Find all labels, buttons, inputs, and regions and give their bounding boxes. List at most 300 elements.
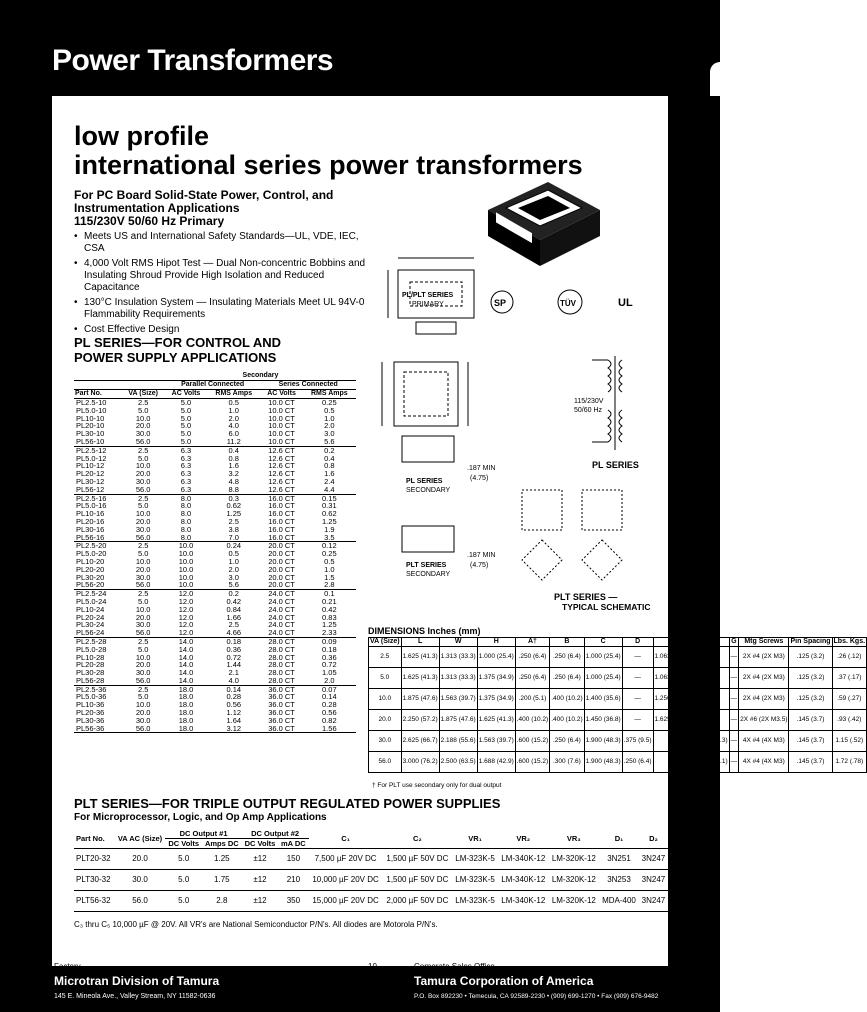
- table-row: [74, 621, 356, 629]
- table-cell: 1.563 (39.7): [439, 689, 477, 710]
- table-cell: 10,000 µF 20V DC: [309, 870, 383, 891]
- table-cell: 0.62: [322, 509, 337, 519]
- table-cell: 1.9: [324, 524, 335, 534]
- table-cell: 18.0: [178, 684, 194, 694]
- table-cell: PL5.0-24: [76, 596, 107, 606]
- table-cell: 0.18: [226, 636, 242, 646]
- table-row: [369, 752, 867, 773]
- table-cell: 2.625 (66.7): [401, 731, 439, 752]
- table-cell: 6.3: [180, 461, 192, 471]
- table-cell: 5.0: [180, 413, 192, 423]
- dimensions-table: [368, 637, 867, 773]
- table-cell: 5.0: [180, 405, 192, 415]
- table-cell: PL2.5-28: [76, 636, 107, 646]
- table-cell: .250 (6.4): [515, 647, 549, 668]
- table-cell: PL10-28: [76, 652, 105, 662]
- table-cell: —: [622, 689, 653, 710]
- plt-table-body: [74, 849, 668, 912]
- table-cell: 5.0: [137, 692, 149, 702]
- table-cell: 0.2: [228, 589, 239, 599]
- table-cell: 10.0: [135, 700, 151, 710]
- table-cell: —: [729, 752, 739, 773]
- table-cell: 11.2: [207, 438, 260, 446]
- table-cell: 1.25: [202, 849, 242, 870]
- table-cell: .400 (10.2): [550, 689, 584, 710]
- plt-col-dc2: DC Output #2: [242, 829, 309, 839]
- table-cell: 20.0: [135, 564, 151, 574]
- table-cell: LM-323K-5: [452, 870, 498, 891]
- table-cell: 1.313 (33.3): [439, 668, 477, 689]
- table-cell: 14.0: [178, 644, 194, 654]
- table-row: [74, 693, 356, 701]
- table-row: [74, 470, 356, 478]
- table-row: [369, 689, 867, 710]
- dimensions-header: B: [550, 638, 584, 647]
- table-cell: 1.75: [202, 870, 242, 891]
- table-row: [74, 849, 668, 870]
- applications-line2: Instrumentation Applications: [74, 201, 240, 215]
- table-cell: 0.1: [324, 589, 335, 599]
- table-cell: 2.8: [202, 891, 242, 912]
- table-cell: 20.0: [135, 469, 151, 479]
- table-cell: 10.0: [135, 556, 151, 566]
- table-cell: 2.5: [137, 589, 149, 599]
- dimensions-header: E: [653, 638, 691, 647]
- table-row: [369, 731, 867, 752]
- table-cell: 3N247: [639, 849, 668, 870]
- table-cell: 10.0 CT: [268, 398, 295, 407]
- plt-section-title: PLT SERIES—FOR TRIPLE OUTPUT REGULATED POWER SUPPLIES: [74, 796, 501, 811]
- table-cell: PL10-20: [76, 556, 105, 566]
- table-cell: 0.25: [322, 549, 337, 559]
- table-cell: 28.0 CT: [260, 677, 302, 685]
- series-header: Series Connected: [260, 381, 356, 390]
- diagram-pl-secondary-label: PL SERIES: [406, 478, 443, 485]
- table-cell: 1.400 (35.6): [584, 689, 622, 710]
- table-cell: LM-340K-12: [498, 891, 549, 912]
- table-cell: PL20-28: [76, 660, 105, 670]
- table-row: [74, 399, 356, 407]
- table-cell: 8.0: [180, 509, 192, 519]
- table-cell: .145 (3.7): [789, 752, 832, 773]
- table-cell: 10.0: [135, 652, 151, 662]
- table-cell: 1.05: [322, 668, 337, 678]
- table-row: [74, 494, 356, 502]
- table-row: [74, 462, 356, 470]
- diagram-min-1: .187 MIN: [467, 465, 496, 472]
- feature-item: • 130°C Insulation System — Insulating Materials Meet UL 94V-0 Flammability Requirements: [74, 297, 370, 321]
- table-cell: 1,500 µF 50V DC: [383, 849, 452, 870]
- plt-sub-ma-dc: mA DC: [278, 839, 308, 849]
- table-cell: .300 (7.6): [550, 752, 584, 773]
- table-cell: 12.0: [178, 612, 194, 622]
- table-cell: 2,000 µF 50V DC: [383, 891, 452, 912]
- table-cell: PL5.0-12: [76, 453, 107, 463]
- table-cell: .250 (6.4): [622, 752, 653, 773]
- table-cell: 10.0: [178, 572, 194, 582]
- table-cell: .375 (9.5): [622, 731, 653, 752]
- table-cell: 2.188 (55.6): [439, 731, 477, 752]
- table-row: [74, 566, 356, 574]
- table-cell: 10.0 CT: [268, 429, 295, 439]
- table-cell: 2.0: [324, 421, 335, 431]
- table-cell: —: [622, 668, 653, 689]
- table-cell: .400 (10.2): [515, 710, 549, 731]
- table-cell: PL30-16: [76, 524, 105, 534]
- table-cell: 0.72: [322, 660, 337, 670]
- pl-series-table: [74, 372, 356, 733]
- pl-series-schematic-label: PL SERIES: [592, 460, 639, 470]
- pl-table-body: [74, 399, 356, 733]
- table-cell: 0.14: [226, 684, 242, 694]
- table-cell: 5.0: [137, 405, 149, 415]
- table-cell: .250 (6.4): [550, 647, 584, 668]
- table-cell: 56.0: [115, 891, 166, 912]
- table-row: [74, 661, 356, 669]
- table-cell: PL10-10: [76, 413, 105, 423]
- plt-col-d2: D₂: [639, 829, 668, 849]
- table-cell: 8.0: [180, 501, 192, 511]
- table-cell: LM-340K-12: [498, 870, 549, 891]
- table-cell: PL30-24: [76, 620, 105, 630]
- table-cell: —: [691, 710, 729, 731]
- table-cell: 10.0: [178, 541, 194, 551]
- table-cell: 0.18: [322, 644, 337, 654]
- table-cell: 0.09: [322, 636, 337, 646]
- table-cell: 1.063 (27.0): [653, 647, 691, 668]
- table-cell: 1.625 (41.3): [401, 647, 439, 668]
- table-cell: 10.0: [178, 549, 194, 559]
- dimensions-header: G: [729, 638, 739, 647]
- table-cell: 5.0: [369, 668, 402, 689]
- table-cell: 56.0: [121, 581, 164, 589]
- table-cell: 14.0: [178, 652, 194, 662]
- dimensions-footnote: † For PLT use secondary only for dual output: [372, 782, 502, 789]
- table-cell: PL20-36: [76, 708, 105, 718]
- col-ac-volts: AC Volts: [165, 390, 207, 399]
- parallel-header: Parallel Connected: [165, 381, 261, 390]
- dimensions-header: Mtg Screws: [739, 638, 789, 647]
- plt-col-va: VA AC (Size): [115, 829, 166, 849]
- table-cell: 20.0: [135, 660, 151, 670]
- table-cell: 4X #4 (4X M3): [739, 752, 789, 773]
- table-cell: 0.3: [228, 493, 239, 503]
- table-cell: 1.25: [322, 516, 337, 526]
- table-cell: 3N251: [599, 849, 639, 870]
- table-cell: 2.1: [228, 668, 239, 678]
- feature-item: • 4,000 Volt RMS Hipot Test — Dual Non-concentric Bobbins and Insulating Shroud Provide High Isolation and Reduced Capacitance: [74, 258, 370, 294]
- table-cell: 3.5: [303, 534, 356, 542]
- table-cell: 2.050 (52.1): [691, 752, 729, 773]
- table-cell: 0.28: [226, 692, 242, 702]
- table-cell: .250 (6.4): [550, 731, 584, 752]
- table-row: [74, 606, 356, 614]
- table-cell: LM-323K-5: [452, 891, 498, 912]
- table-cell: 20.0: [115, 849, 166, 870]
- table-cell: 16.0 CT: [260, 534, 302, 542]
- table-cell: 12.0: [178, 604, 194, 614]
- diagram-plt-secondary-label: PLT SERIES: [406, 562, 447, 569]
- table-row: [74, 677, 356, 685]
- table-cell: 2.0: [303, 677, 356, 685]
- table-cell: PL56-36: [74, 725, 121, 733]
- table-cell: .250 (6.4): [515, 668, 549, 689]
- footer-band: [0, 966, 720, 1012]
- table-cell: 28.0 CT: [268, 636, 295, 646]
- dimensions-body: [369, 647, 867, 773]
- table-cell: PL5.0-10: [76, 405, 107, 415]
- table-row: [74, 486, 356, 494]
- table-cell: 8.0: [180, 493, 192, 503]
- table-cell: 24.0 CT: [268, 612, 295, 622]
- diagram-primary-volts: 115/230V: [574, 398, 604, 405]
- table-cell: 10.0 CT: [260, 438, 302, 446]
- table-cell: 6.3: [180, 476, 192, 486]
- table-cell: 56.0: [121, 534, 164, 542]
- table-cell: 14.0: [178, 668, 194, 678]
- secondary-header: Secondary: [165, 372, 356, 381]
- page-title-line1: low profile: [74, 121, 209, 151]
- plt-col-dc1: DC Output #1: [165, 829, 241, 839]
- table-cell: 8.0: [180, 516, 192, 526]
- table-cell: PL2.5-10: [76, 398, 107, 407]
- table-cell: .400 (10.2): [550, 710, 584, 731]
- table-cell: 6.3: [165, 486, 207, 494]
- table-cell: 0.42: [226, 596, 242, 606]
- table-cell: 30.0: [135, 572, 151, 582]
- table-cell: 3.2: [228, 469, 239, 479]
- table-cell: —: [729, 710, 739, 731]
- table-cell: 6.0: [228, 429, 239, 439]
- table-row: [74, 542, 356, 550]
- plt-col-part: Part No.: [74, 829, 115, 849]
- table-cell: PL10-12: [76, 461, 105, 471]
- table-cell: 4.66: [207, 629, 260, 637]
- table-cell: 10.0 CT: [268, 421, 295, 431]
- left-margin-bar: [0, 96, 52, 966]
- table-cell: .37 (.17): [832, 668, 867, 689]
- table-row: [74, 646, 356, 654]
- table-cell: .59 (.27): [832, 689, 867, 710]
- table-cell: —: [622, 710, 653, 731]
- table-cell: PL20-24: [76, 612, 105, 622]
- banner-title: Power Transformers: [52, 44, 334, 77]
- table-cell: .125 (3.2): [789, 689, 832, 710]
- table-cell: 0.4: [228, 445, 239, 455]
- table-cell: PL30-28: [76, 668, 105, 678]
- table-cell: 0.83: [322, 612, 337, 622]
- table-cell: 12.6 CT: [268, 445, 295, 455]
- table-cell: 12.6 CT: [260, 486, 302, 494]
- plt-series-table: [74, 829, 668, 912]
- table-cell: 3.000 (76.2): [401, 752, 439, 773]
- table-row: [74, 891, 668, 912]
- table-cell: 3N247: [639, 891, 668, 912]
- table-cell: PL56-28: [74, 677, 121, 685]
- dimensions-title: DIMENSIONS Inches (mm): [368, 626, 481, 636]
- dimensions-header: Pin Spacing: [790, 638, 831, 645]
- dimensions-header: Lbs. Kgs.: [833, 638, 866, 645]
- table-row: [369, 668, 867, 689]
- table-cell: —: [729, 731, 739, 752]
- table-cell: 15,000 µF 20V DC: [309, 891, 383, 912]
- table-row: [74, 709, 356, 717]
- table-cell: 24.0 CT: [268, 596, 295, 606]
- table-cell: 0.56: [226, 700, 242, 710]
- table-cell: 5.0: [165, 891, 202, 912]
- table-cell: 1.72 (.78): [832, 752, 867, 773]
- table-cell: 1.6: [324, 469, 335, 479]
- table-cell: 1.64: [226, 715, 242, 725]
- table-cell: 1.6: [228, 461, 239, 471]
- table-cell: 2.5: [137, 684, 149, 694]
- diagram-primary-hz: 50/60 Hz: [574, 407, 603, 414]
- pl-section-title-line2: POWER SUPPLY APPLICATIONS: [74, 350, 277, 365]
- col-rms-amps: RMS Amps: [207, 390, 260, 399]
- table-row: [74, 654, 356, 662]
- table-cell: 0.2: [324, 445, 335, 455]
- table-cell: 3.0: [228, 572, 239, 582]
- table-cell: PL56-24: [74, 629, 121, 637]
- table-cell: PL20-12: [76, 469, 105, 479]
- table-cell: 1.5: [324, 572, 335, 582]
- table-cell: .600 (15.2): [515, 731, 549, 752]
- table-row: [74, 717, 356, 725]
- diagram-pl-plt-label: PL/PLT SERIES: [402, 292, 454, 299]
- table-cell: 20.0: [135, 708, 151, 718]
- table-cell: 2X #4 (2X M3): [739, 668, 789, 689]
- table-cell: 18.0: [165, 725, 207, 733]
- table-cell: 20.0 CT: [268, 564, 295, 574]
- table-cell: .93 (.42): [832, 710, 867, 731]
- col-rms-amps-series: RMS Amps: [303, 390, 356, 399]
- table-cell: .250 (6.4): [550, 668, 584, 689]
- table-cell: 2.33: [303, 629, 356, 637]
- table-cell: —: [622, 647, 653, 668]
- table-cell: 12.6 CT: [268, 453, 295, 463]
- table-cell: —: [691, 647, 729, 668]
- table-cell: 3N253: [599, 870, 639, 891]
- table-cell: 0.82: [322, 715, 337, 725]
- table-cell: 7,500 µF 20V DC: [309, 849, 383, 870]
- table-cell: 1.15 (.52): [832, 731, 867, 752]
- plt-sub-amps-dc: Amps DC: [202, 839, 242, 849]
- dimensions-header: VA (Size): [370, 638, 400, 645]
- table-cell: 24.0 CT: [268, 604, 295, 614]
- diagram-min-2-mm: (4.75): [470, 562, 489, 569]
- plt-col-vr1: VR₁: [452, 829, 498, 849]
- table-cell: 1.375 (34.9): [477, 689, 515, 710]
- table-row: [74, 510, 356, 518]
- dimensions-header-row: [369, 638, 867, 647]
- table-cell: 56.0: [369, 752, 402, 773]
- table-cell: 14.0: [178, 636, 194, 646]
- table-cell: 0.4: [324, 453, 335, 463]
- table-cell: 5.0: [180, 421, 192, 431]
- table-cell: LM-323K-5: [452, 849, 498, 870]
- table-cell: PL10-24: [76, 604, 105, 614]
- table-cell: PL10-36: [76, 700, 105, 710]
- table-cell: 16.0 CT: [268, 524, 295, 534]
- table-cell: PL2.5-12: [76, 445, 107, 455]
- table-cell: 14.0: [178, 660, 194, 670]
- table-cell: 8.0: [165, 534, 207, 542]
- dimensions-header: H: [477, 638, 515, 647]
- table-cell: 2X #6 (2X M3.5): [739, 710, 789, 731]
- table-cell: PL56-10: [74, 438, 121, 446]
- pl-section-title-line1: PL SERIES—FOR CONTROL AND: [74, 335, 282, 350]
- plt-col-vr3: VR₃: [549, 829, 600, 849]
- table-cell: 1.000 (25.4): [477, 647, 515, 668]
- plt-col-c1: C₁: [309, 829, 383, 849]
- diagram-secondary-label: SECONDARY: [406, 487, 451, 494]
- table-cell: 36.0 CT: [268, 715, 295, 725]
- table-cell: 1.25: [322, 620, 337, 630]
- table-cell: 0.36: [226, 644, 242, 654]
- dimensions-header: D: [622, 638, 653, 647]
- table-cell: 0.12: [322, 541, 337, 551]
- table-row: [74, 574, 356, 582]
- page-number: 10: [368, 962, 377, 971]
- table-cell: 0.31: [322, 501, 337, 511]
- table-cell: 2.5: [137, 493, 149, 503]
- table-cell: 28.0 CT: [268, 644, 295, 654]
- table-cell: 4.8: [228, 476, 239, 486]
- right-margin-bar: [668, 96, 720, 966]
- table-cell: 2.5: [137, 398, 149, 407]
- table-cell: 1.625 (41.3): [401, 668, 439, 689]
- table-cell: 3.12: [207, 725, 260, 733]
- table-cell: 5.0: [137, 501, 149, 511]
- table-cell: PL10-16: [76, 509, 105, 519]
- table-cell: 30.0: [135, 476, 151, 486]
- table-cell: 56.0: [121, 486, 164, 494]
- table-cell: 18.0: [178, 715, 194, 725]
- table-cell: 1.56: [303, 725, 356, 733]
- table-cell: 12.0: [178, 620, 194, 630]
- table-cell: 5.0: [137, 549, 149, 559]
- table-cell: 28.0 CT: [268, 668, 295, 678]
- col-va: VA (Size): [121, 390, 164, 399]
- col-ac-volts-series: AC Volts: [260, 390, 302, 399]
- table-cell: 1.625 (41.3): [477, 710, 515, 731]
- table-row: [74, 701, 356, 709]
- table-cell: 20.0: [135, 516, 151, 526]
- table-cell: 0.07: [322, 684, 337, 694]
- footer-factory-label: Factory: [54, 962, 81, 971]
- table-row: [74, 870, 668, 891]
- table-cell: 1.0: [324, 564, 335, 574]
- table-cell: 5.0: [165, 438, 207, 446]
- table-cell: 350: [278, 891, 308, 912]
- table-cell: 1,500 µF 50V DC: [383, 870, 452, 891]
- table-cell: 20.0: [135, 421, 151, 431]
- table-cell: 1.000 (25.4): [584, 668, 622, 689]
- table-row: [74, 430, 356, 438]
- table-cell: 0.5: [324, 405, 335, 415]
- table-cell: .600 (15.2): [515, 752, 549, 773]
- footer-division: Microtran Division of Tamura: [54, 974, 220, 988]
- plt-col-vr2: VR₂: [498, 829, 549, 849]
- table-cell: 1.000 (25.4): [584, 647, 622, 668]
- table-cell: 28.0 CT: [268, 652, 295, 662]
- plt-sub-dc-volts-2: DC Volts: [242, 839, 279, 849]
- table-cell: PL2.5-36: [76, 684, 107, 694]
- table-row: [369, 647, 867, 668]
- table-cell: 2.4: [324, 476, 335, 486]
- table-cell: 2.500 (63.5): [439, 752, 477, 773]
- table-cell: 1.0: [228, 405, 239, 415]
